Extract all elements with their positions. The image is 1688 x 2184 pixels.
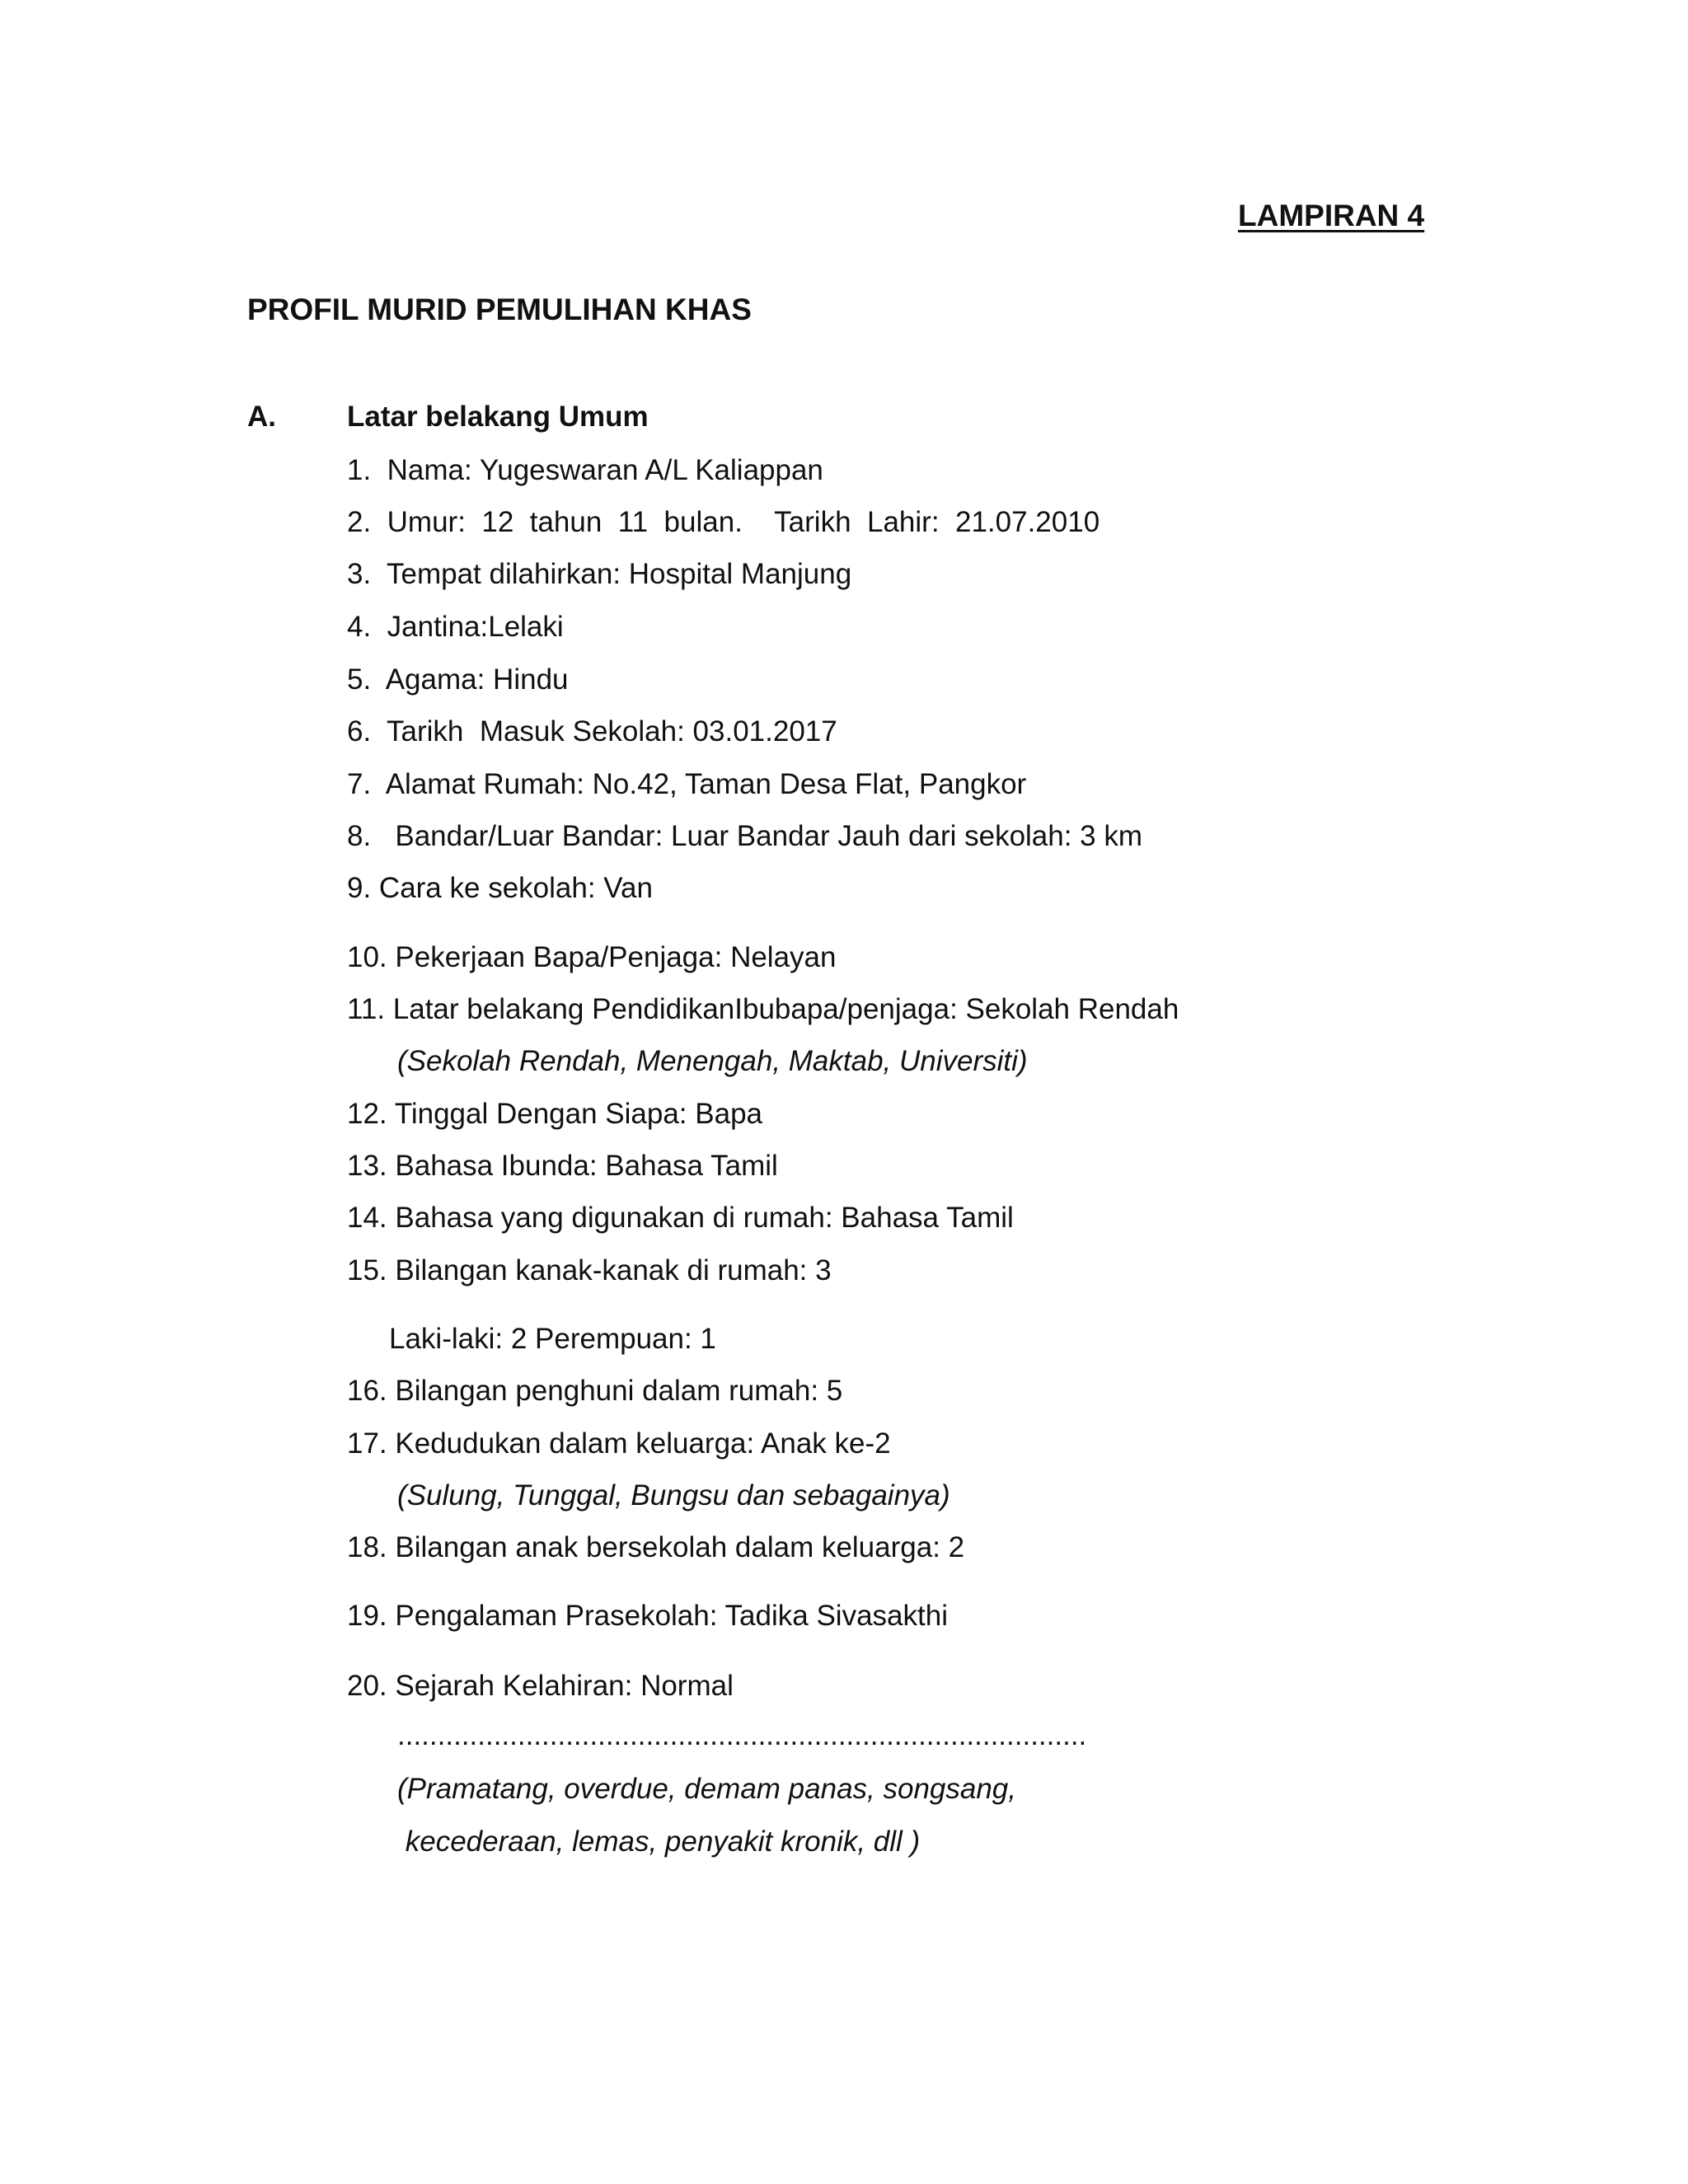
item-anak-bersekolah: 18. Bilangan anak bersekolah dalam keluarga: 2 xyxy=(347,1531,965,1563)
item-alamat: 7. Alamat Rumah: No.42, Taman Desa Flat, Pangkor xyxy=(347,768,1027,800)
item-bahasa-ibunda: 13. Bahasa Ibunda: Bahasa Tamil xyxy=(347,1150,778,1182)
lampiran-label: LAMPIRAN 4 xyxy=(1238,199,1425,232)
item-agama: 5. Agama: Hindu xyxy=(347,663,569,696)
item-bilangan-kanak: 15. Bilangan kanak-kanak di rumah: 3 xyxy=(347,1254,832,1286)
item-sejarah-kelahiran: 20. Sejarah Kelahiran: Normal xyxy=(347,1670,734,1702)
item-penghuni: 16. Bilangan penghuni dalam rumah: 5 xyxy=(347,1375,843,1407)
item-tempat-lahir: 3. Tempat dilahirkan: Hospital Manjung xyxy=(347,558,852,590)
item-sejarah-note-1: (Pramatang, overdue, demam panas, songsang, xyxy=(397,1773,1016,1805)
page-title: PROFIL MURID PEMULIHAN KHAS xyxy=(247,293,752,326)
section-title: Latar belakang Umum xyxy=(347,401,649,433)
item-tinggal: 12. Tinggal Dengan Siapa: Bapa xyxy=(347,1098,762,1130)
item-bandar: 8. Bandar/Luar Bandar: Luar Bandar Jauh dari sekolah: 3 km xyxy=(347,820,1143,852)
item-umur: 2. Umur: 12 tahun 11 bulan. Tarikh Lahir: 21.07.2010 xyxy=(347,506,1100,538)
item-prasekolah: 19. Pengalaman Prasekolah: Tadika Sivasakthi xyxy=(347,1600,948,1632)
item-cara-sekolah: 9. Cara ke sekolah: Van xyxy=(347,872,653,904)
item-tarikh-masuk: 6. Tarikh Masuk Sekolah: 03.01.2017 xyxy=(347,715,837,748)
item-pendidikan-note: (Sekolah Rendah, Menengah, Maktab, Universiti) xyxy=(397,1045,1028,1077)
section-letter: A. xyxy=(247,401,276,433)
item-sejarah-note-2: kecederaan, lemas, penyakit kronik, dll ) xyxy=(397,1825,921,1858)
item-pekerjaan: 10. Pekerjaan Bapa/Penjaga: Nelayan xyxy=(347,941,837,973)
item-nama: 1. Nama: Yugeswaran A/L Kaliappan xyxy=(347,454,823,486)
item-bahasa-rumah: 14. Bahasa yang digunakan di rumah: Bahasa Tamil xyxy=(347,1202,1014,1234)
item-kedudukan-note: (Sulung, Tunggal, Bungsu dan sebagainya) xyxy=(397,1479,950,1511)
item-kedudukan: 17. Kedudukan dalam keluarga: Anak ke-2 xyxy=(347,1427,891,1460)
item-sejarah-dots: ...................................................................................... xyxy=(397,1719,1087,1751)
item-pendidikan: 11. Latar belakang PendidikanIbubapa/penjaga: Sekolah Rendah xyxy=(347,993,1179,1025)
item-laki-perempuan: Laki-laki: 2 Perempuan: 1 xyxy=(389,1323,716,1355)
item-jantina: 4. Jantina:Lelaki xyxy=(347,611,564,643)
